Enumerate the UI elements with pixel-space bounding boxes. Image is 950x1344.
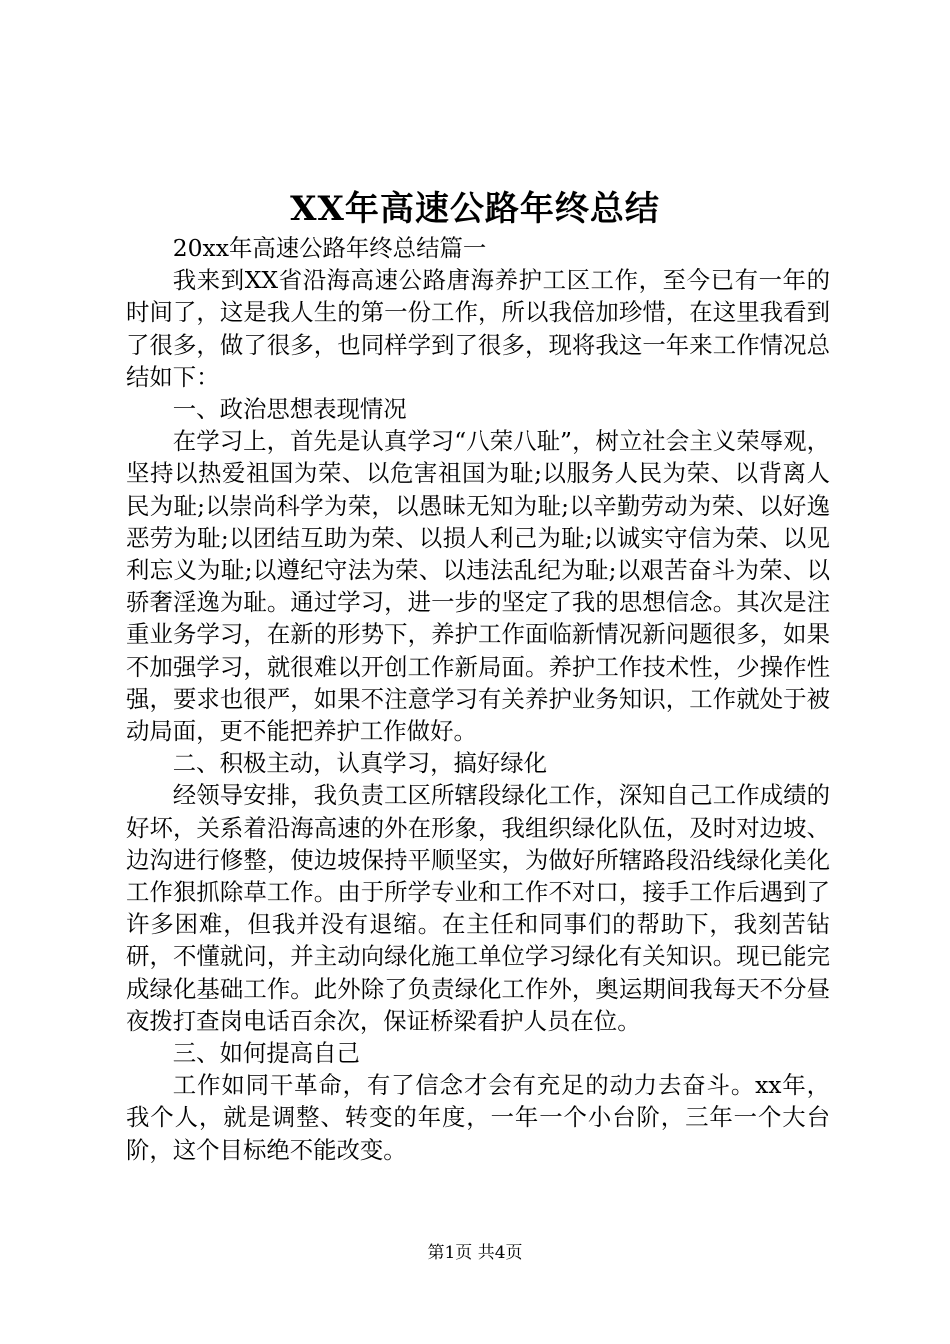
subtitle-paragraph: 20xx年高速公路年终总结篇一 — [172, 234, 487, 262]
section-1-paragraph: 在学习上，首先是认真学习“八荣八耻”，树立社会主义荣辱观，坚持以热爱祖国为荣、以危害祖国为耻;以服务人民为荣、以背离人民为耻;以崇尚科学为荣，以愚昧无知为耻;以辛勤劳动为荣、以好逸恶劳为耻;以团结互助为荣、以损人利己为耻;以诚实守信为荣、以见利忘义为耻;以遵纪守法为荣、以违法乱纪为耻;以艰苦奋斗为荣、以骄奢淫逸为耻。通过学习，进一步的坚定了我的思想信念。其次是注重业务学习，在新的形势下，养护工作面临新情况新问题很多，如果不加强学习，就很难以开创工作新局面。养护工作技术性，少操作性强，要求也很严，如果不注意学习有关养护业务知识，工作就处于被动局面，更不能把养护工作做好。 — [126, 427, 830, 746]
section-heading-3: 三、如何提高自己 — [172, 1039, 360, 1068]
section-2-paragraph: 经领导安排，我负责工区所辖段绿化工作，深知自己工作成绩的好坏，关系着沿海高速的外在形象，我组织绿化队伍，及时对边坡、边沟进行修整，使边坡保持平顺坚实，为做好所辖路段沿线绿化美化工作狠抓除草工作。由于所学专业和工作不对口，接手工作后遇到了许多困难，但我并没有退缩。在主任和同事们的帮助下，我刻苦钻研，不懂就问，并主动向绿化施工单位学习绿化有关知识。现已能完成绿化基础工作。此外除了负责绿化工作外，奥运期间我每天不分昼夜拨打查岗电话百余次，保证桥梁看护人员在位。 — [126, 781, 830, 1035]
section-3-paragraph: 工作如同干革命，有了信念才会有充足的动力去奋斗。xx年，我个人，就是调整、转变的年度，一年一个小台阶，三年一个大台阶，这个目标绝不能改变。 — [126, 1071, 830, 1164]
intro-paragraph: 我来到XX省沿海高速公路唐海养护工区工作，至今已有一年的时间了，这是我人生的第一份工作，所以我倍加珍惜，在这里我看到了很多，做了很多，也同样学到了很多，现将我这一年来工作情况总结如下： — [126, 266, 830, 391]
document-title: XX年高速公路年终总结 — [290, 189, 660, 229]
document-body — [126, 232, 830, 1166]
section-heading-1: 一、政治思想表现情况 — [172, 395, 407, 424]
section-heading-2: 二、积极主动，认真学习，搞好绿化 — [172, 749, 548, 778]
page-number-footer: 第1页 共4页 — [427, 1243, 523, 1263]
